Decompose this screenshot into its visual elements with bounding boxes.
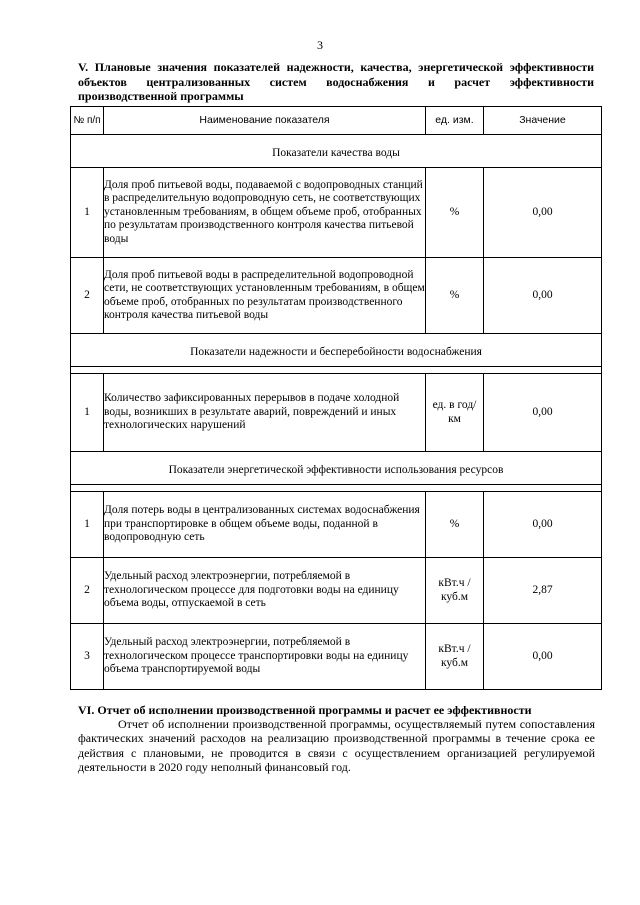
row-value: 2,87 bbox=[484, 558, 602, 624]
row-unit: % bbox=[426, 258, 484, 334]
row-unit: % bbox=[426, 492, 484, 558]
row-value: 0,00 bbox=[484, 492, 602, 558]
group-row-reliability bbox=[71, 340, 602, 367]
row-value: 0,00 bbox=[484, 258, 602, 334]
page-number: 3 bbox=[317, 38, 323, 52]
row-name: Удельный расход электроэнергии, потребляемой в технологическом процессе транспортировки воды на единицу объема транспортируемой воды bbox=[104, 624, 426, 690]
group-spacer bbox=[71, 485, 602, 492]
row-num: 2 bbox=[71, 558, 104, 624]
group-title: Показатели энергетической эффективности использования ресурсов bbox=[71, 458, 602, 485]
row-unit: кВт.ч / куб.м bbox=[426, 624, 484, 690]
row-num: 3 bbox=[71, 624, 104, 690]
row-name: Доля проб питьевой воды, подаваемой с водопроводных станций в распределительную водопроводную сеть, не соответствующих установленным требованиям, в общем объеме проб, отобранных по результатам производственного контроля качества питьевой воды bbox=[104, 168, 426, 258]
header-value: Значение bbox=[484, 107, 602, 135]
row-num: 2 bbox=[71, 258, 104, 334]
group-spacer bbox=[71, 367, 602, 374]
row-unit: % bbox=[426, 168, 484, 258]
row-value: 0,00 bbox=[484, 168, 602, 258]
group-title: Показатели качества воды bbox=[71, 141, 602, 168]
table-row bbox=[71, 258, 602, 334]
indicators-table bbox=[70, 106, 602, 690]
row-unit: ед. в год/ км bbox=[426, 374, 484, 452]
row-unit: кВт.ч / куб.м bbox=[426, 558, 484, 624]
table-row bbox=[71, 624, 602, 690]
row-num: 1 bbox=[71, 492, 104, 558]
header-unit: ед. изм. bbox=[426, 107, 484, 135]
table-row bbox=[71, 168, 602, 258]
row-num: 1 bbox=[71, 168, 104, 258]
row-value: 0,00 bbox=[484, 624, 602, 690]
header-name: Наименование показателя bbox=[104, 107, 426, 135]
table-row bbox=[71, 374, 602, 452]
section-vi-text: Отчет об исполнении производственной программы, осуществляемый путем сопоставления фактических значений расходов на реализацию производственной программы в течение срока ее действия с плановыми, не проводится в связи с осуществлением организацией регулируемой деятельности в 2020 году неполный финансовый год. bbox=[78, 717, 595, 774]
row-value: 0,00 bbox=[484, 374, 602, 452]
row-name: Доля потерь воды в централизованных системах водоснабжения при транспортировке в общем объеме воды, поданной в водопроводную сеть bbox=[104, 492, 426, 558]
table-header-row bbox=[71, 107, 602, 135]
row-num: 1 bbox=[71, 374, 104, 452]
group-row-quality bbox=[71, 141, 602, 168]
section-v-title: V. Плановые значения показателей надежности, качества, энергетической эффективности объектов централизованных систем водоснабжения и расчет эффективности производственной программы bbox=[78, 60, 594, 103]
row-name: Доля проб питьевой воды в распределительной водопроводной сети, не соответствующих установленным требованиям, в общем объеме проб, отобранных по результатам производственного контроля качества питьевой воды bbox=[104, 258, 426, 334]
table-row bbox=[71, 558, 602, 624]
group-title: Показатели надежности и бесперебойности водоснабжения bbox=[71, 340, 602, 367]
table-row bbox=[71, 492, 602, 558]
group-row-energy bbox=[71, 458, 602, 485]
row-name: Удельный расход электроэнергии, потребляемой в технологическом процессе для подготовки воды на единицу объема воды, отпускаемой в сеть bbox=[104, 558, 426, 624]
section-vi-title: VI. Отчет об исполнении производственной программы и расчет ее эффективности bbox=[78, 703, 532, 717]
header-num: № п/п bbox=[71, 107, 104, 135]
row-name: Количество зафиксированных перерывов в подаче холодной воды, возникших в результате аварий, повреждений и иных технологических нарушений bbox=[104, 374, 426, 452]
